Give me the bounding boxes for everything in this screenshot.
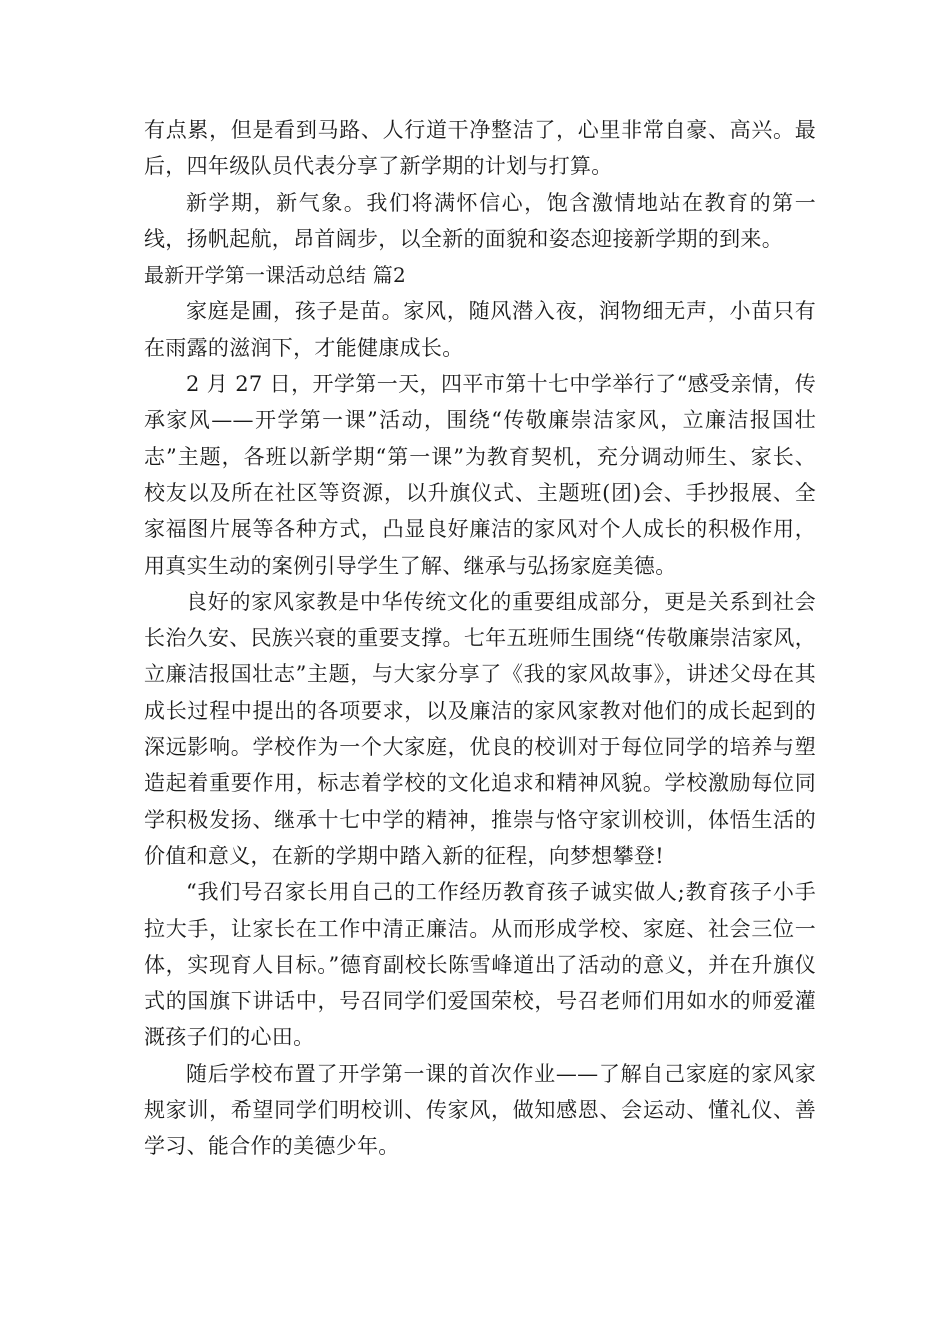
- section-heading: 最新开学第一课活动总结 篇2: [144, 263, 406, 288]
- paragraph-homework: 随后学校布置了开学第一课的首次作业——了解自己家庭的家风家规家训，希望同学们明校训、传家风，做知感恩、会运动、懂礼仪、善学习、能合作的美德少年。: [144, 1061, 816, 1159]
- paragraph-event-description: 2 月 27 日，开学第一天，四平市第十七中学举行了“感受亲情，传承家风——开学第一课”活动，围绕“传敬廉崇洁家风，立廉洁报国壮志”主题，各班以新学期“第一课”为教育契机，充分调动师生、家长、校友以及所在社区等资源，以升旗仪式、主题班(团)会、手抄报展、全家福图片展等各种方式，凸显良好廉洁的家风对个人成长的积极作用，用真实生动的案例引导学生了解、继承与弘扬家庭美德。: [144, 372, 816, 578]
- paragraph-family-intro: 家庭是圃，孩子是苗。家风，随风潜入夜，润物细无声，小苗只有在雨露的滋润下，才能健康成长。: [144, 299, 816, 360]
- document-body: [144, 112, 816, 1165]
- paragraph-family-tradition: 良好的家风家教是中华传统文化的重要组成部分，更是关系到社会长治久安、民族兴衰的重要支撑。七年五班师生围绕“传敬廉崇洁家风，立廉洁报国壮志”主题，与大家分享了《我的家风故事》，讲述父母在其成长过程中提出的各项要求，以及廉洁的家风家教对他们的成长起到的深远影响。学校作为一个大家庭，优良的校训对于每位同学的培养与塑造起着重要作用，标志着学校的文化追求和精神风貌。学校激励每位同学积极发扬、继承十七中学的精神，推崇与恪守家训校训，体悟生活的价值和意义，在新的学期中踏入新的征程，向梦想攀登!: [144, 589, 816, 868]
- paragraph-quote: “我们号召家长用自己的工作经历教育孩子诚实做人;教育孩子小手拉大手，让家长在工作中清正廉洁。从而形成学校、家庭、社会三位一体，实现育人目标。”德育副校长陈雪峰道出了活动的意义，并在升旗仪式的国旗下讲话中，号召同学们爱国荣校，号召老师们用如水的师爱灌溉孩子们的心田。: [144, 880, 816, 1050]
- paragraph-continuation: 有点累，但是看到马路、人行道干净整洁了，心里非常自豪、高兴。最后，四年级队员代表分享了新学期的计划与打算。: [144, 118, 816, 179]
- paragraph-new-semester: 新学期，新气象。我们将满怀信心，饱含激情地站在教育的第一线，扬帆起航，昂首阔步，以全新的面貌和姿态迎接新学期的到来。: [144, 190, 816, 251]
